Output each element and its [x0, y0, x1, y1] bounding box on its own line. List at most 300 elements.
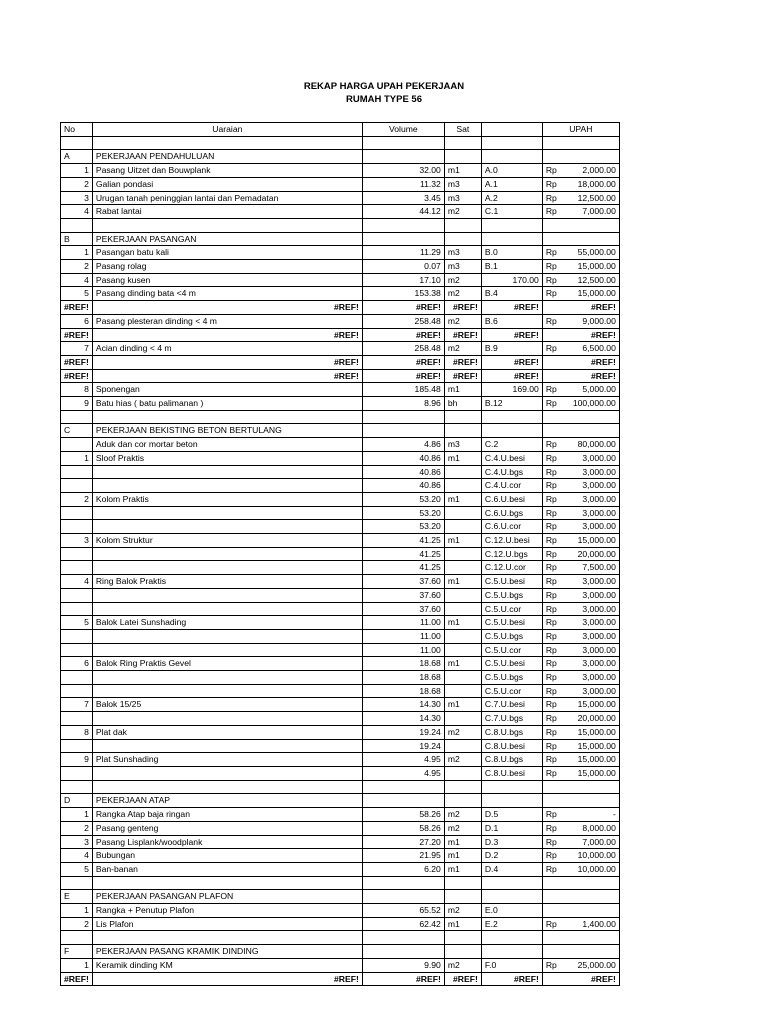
- table-row: [61, 246, 620, 260]
- cell-amount: 3,000.00: [562, 465, 619, 479]
- cell-code: B.12: [481, 397, 542, 411]
- cell-code: #REF!: [481, 328, 542, 342]
- cell-code: E.0: [481, 904, 542, 918]
- cell-code: B.4: [481, 287, 542, 301]
- cell-uraian: Pasang Uitzet dan Bouwplank: [92, 164, 362, 178]
- cell-rp: [542, 218, 562, 232]
- cell-volume: 40.86: [362, 451, 444, 465]
- cell-sat: m1: [444, 451, 481, 465]
- cell-amount: 80,000.00: [562, 438, 619, 452]
- cell-uraian: [92, 931, 362, 945]
- cell-amount: #REF!: [542, 301, 619, 315]
- cell-volume: [362, 876, 444, 890]
- cell-rp: Rp: [542, 862, 562, 876]
- cell-code: C.5.U.cor: [481, 602, 542, 616]
- cell-rp: Rp: [542, 506, 562, 520]
- cell-amount: [562, 945, 619, 959]
- cell-amount: 15,000.00: [562, 534, 619, 548]
- cell-sat: [444, 629, 481, 643]
- cell-no: [61, 739, 93, 753]
- cell-rp: Rp: [542, 767, 562, 781]
- table-row: [61, 575, 620, 589]
- cell-uraian: [92, 506, 362, 520]
- cell-rp: [542, 780, 562, 794]
- cell-no: E: [61, 890, 93, 904]
- cell-volume: #REF!: [362, 972, 444, 986]
- cell-volume: #REF!: [362, 369, 444, 383]
- table-row: [61, 821, 620, 835]
- cell-amount: [562, 136, 619, 150]
- cell-amount: 55,000.00: [562, 246, 619, 260]
- cell-volume: 53.20: [362, 506, 444, 520]
- cell-volume: 62.42: [362, 917, 444, 931]
- cell-sat: m1: [444, 164, 481, 178]
- cell-no: [61, 506, 93, 520]
- cell-volume: 27.20: [362, 835, 444, 849]
- cell-rp: Rp: [542, 616, 562, 630]
- cell-sat: m1: [444, 849, 481, 863]
- cell-code: B.6: [481, 314, 542, 328]
- cell-uraian: [92, 410, 362, 424]
- table-row: [61, 657, 620, 671]
- cell-code: C.5.U.besi: [481, 575, 542, 589]
- cell-amount: [562, 424, 619, 438]
- cell-volume: [362, 218, 444, 232]
- cell-no: 2: [61, 917, 93, 931]
- cell-amount: 3,000.00: [562, 643, 619, 657]
- cell-no: 7: [61, 698, 93, 712]
- cell-amount: 7,000.00: [562, 205, 619, 219]
- table-row: [61, 314, 620, 328]
- cell-volume: #REF!: [362, 301, 444, 315]
- cell-amount: 10,000.00: [562, 849, 619, 863]
- cell-volume: 11.00: [362, 643, 444, 657]
- cell-no: 2: [61, 492, 93, 506]
- cell-amount: 100,000.00: [562, 397, 619, 411]
- cell-volume: 6.20: [362, 862, 444, 876]
- table-row: [61, 506, 620, 520]
- cell-code: C.12.U.besi: [481, 534, 542, 548]
- cell-rp: Rp: [542, 260, 562, 274]
- cell-volume: 40.86: [362, 479, 444, 493]
- cell-code: [481, 931, 542, 945]
- cell-no: [61, 712, 93, 726]
- cell-no: 3: [61, 835, 93, 849]
- cell-code: C.2: [481, 438, 542, 452]
- cell-amount: #REF!: [542, 972, 619, 986]
- cell-amount: 2,000.00: [562, 164, 619, 178]
- cell-no: [61, 931, 93, 945]
- header-upah: UPAH: [542, 123, 619, 137]
- cell-amount: [562, 890, 619, 904]
- cell-rp: Rp: [542, 205, 562, 219]
- cell-rp: Rp: [542, 698, 562, 712]
- cell-rp: Rp: [542, 684, 562, 698]
- header-uraian: Uaraian: [92, 123, 362, 137]
- cell-sat: m1: [444, 492, 481, 506]
- cell-no: #REF!: [61, 972, 93, 986]
- cell-rp: Rp: [542, 273, 562, 287]
- cell-sat: m1: [444, 698, 481, 712]
- cell-uraian: Bubungan: [92, 849, 362, 863]
- cell-volume: [362, 890, 444, 904]
- cell-code: [481, 218, 542, 232]
- cell-uraian: [92, 218, 362, 232]
- cell-uraian: Aduk dan cor mortar beton: [92, 438, 362, 452]
- table-row: [61, 492, 620, 506]
- table-row: [61, 698, 620, 712]
- cell-uraian: [92, 629, 362, 643]
- cell-no: [61, 465, 93, 479]
- table-row: [61, 616, 620, 630]
- cell-no: A: [61, 150, 93, 164]
- cell-volume: [362, 931, 444, 945]
- cell-rp: Rp: [542, 643, 562, 657]
- cell-amount: 3,000.00: [562, 657, 619, 671]
- cell-volume: 37.60: [362, 588, 444, 602]
- cell-rp: Rp: [542, 588, 562, 602]
- cell-no: 2: [61, 821, 93, 835]
- cell-no: [61, 438, 93, 452]
- cell-amount: [562, 232, 619, 246]
- section-row: [61, 890, 620, 904]
- cell-rp: Rp: [542, 739, 562, 753]
- table-row: [61, 534, 620, 548]
- cell-sat: m3: [444, 177, 481, 191]
- cell-amount: [562, 780, 619, 794]
- cell-sat: m2: [444, 821, 481, 835]
- cell-uraian: [92, 780, 362, 794]
- cell-rp: Rp: [542, 534, 562, 548]
- cell-no: 8: [61, 725, 93, 739]
- cell-uraian: Pasangan batu kali: [92, 246, 362, 260]
- cell-code: #REF!: [481, 972, 542, 986]
- cell-sat: m1: [444, 575, 481, 589]
- cell-sat: [444, 684, 481, 698]
- cell-code: C.8.U.bgs: [481, 725, 542, 739]
- cell-amount: 7,500.00: [562, 561, 619, 575]
- cell-code: C.5.U.bgs: [481, 671, 542, 685]
- cell-no: 9: [61, 397, 93, 411]
- cell-sat: m2: [444, 808, 481, 822]
- cell-amount: [562, 931, 619, 945]
- cell-volume: 4.86: [362, 438, 444, 452]
- cell-sat: [444, 520, 481, 534]
- table-row: [61, 465, 620, 479]
- cell-sat: m2: [444, 287, 481, 301]
- cell-sat: m2: [444, 904, 481, 918]
- cell-no: [61, 671, 93, 685]
- cell-code: D.1: [481, 821, 542, 835]
- cell-no: D: [61, 794, 93, 808]
- cell-no: 3: [61, 534, 93, 548]
- cell-amount: 3,000.00: [562, 479, 619, 493]
- cell-amount: 15,000.00: [562, 767, 619, 781]
- cell-amount: 3,000.00: [562, 629, 619, 643]
- cell-uraian: Balok Ring Praktis Gevel: [92, 657, 362, 671]
- cell-volume: 11.29: [362, 246, 444, 260]
- cell-volume: 11.00: [362, 629, 444, 643]
- cell-volume: [362, 945, 444, 959]
- cell-code: [481, 232, 542, 246]
- cell-sat: m2: [444, 314, 481, 328]
- cell-no: [61, 136, 93, 150]
- cell-amount: 3,000.00: [562, 671, 619, 685]
- cell-sat: [444, 876, 481, 890]
- cell-uraian: [92, 643, 362, 657]
- cell-no: [61, 561, 93, 575]
- cell-volume: 41.25: [362, 547, 444, 561]
- cell-code: C.4.U.cor: [481, 479, 542, 493]
- section-row: [61, 150, 620, 164]
- cell-no: 1: [61, 164, 93, 178]
- cell-sat: m1: [444, 616, 481, 630]
- cell-amount: 7,000.00: [562, 835, 619, 849]
- table-header-row: [61, 123, 620, 137]
- blank-row: [61, 218, 620, 232]
- table-row: [61, 273, 620, 287]
- cell-rp: Rp: [542, 520, 562, 534]
- cell-uraian: Galian pondasi: [92, 177, 362, 191]
- cell-sat: [444, 712, 481, 726]
- cell-code: C.12.U.bgs: [481, 547, 542, 561]
- cell-amount: 12,500.00: [562, 273, 619, 287]
- cell-no: [61, 876, 93, 890]
- cell-code: [481, 410, 542, 424]
- section-row: [61, 794, 620, 808]
- cell-no: 9: [61, 753, 93, 767]
- cell-code: D.4: [481, 862, 542, 876]
- cell-amount: 3,000.00: [562, 520, 619, 534]
- cell-volume: 65.52: [362, 904, 444, 918]
- cell-rp: Rp: [542, 808, 562, 822]
- cell-amount: 3,000.00: [562, 575, 619, 589]
- table-row: [61, 369, 620, 383]
- cell-sat: #REF!: [444, 328, 481, 342]
- cell-code: #REF!: [481, 369, 542, 383]
- cell-amount: 5,000.00: [562, 383, 619, 397]
- cell-volume: 0.07: [362, 260, 444, 274]
- cell-no: [61, 767, 93, 781]
- cell-volume: 258.48: [362, 342, 444, 356]
- cell-amount: #REF!: [542, 355, 619, 369]
- cell-uraian: [92, 465, 362, 479]
- cell-code: C.5.U.bgs: [481, 588, 542, 602]
- cell-uraian: [92, 712, 362, 726]
- cell-volume: 37.60: [362, 575, 444, 589]
- cell-code: C.8.U.besi: [481, 739, 542, 753]
- table-row: [61, 397, 620, 411]
- header-code: [481, 123, 542, 137]
- cell-rp: Rp: [542, 629, 562, 643]
- cell-no: #REF!: [61, 355, 93, 369]
- cell-uraian: [92, 520, 362, 534]
- cell-sat: m2: [444, 273, 481, 287]
- cell-sat: [444, 780, 481, 794]
- cell-code: B.1: [481, 260, 542, 274]
- cell-no: 4: [61, 575, 93, 589]
- section-row: [61, 424, 620, 438]
- cell-sat: [444, 150, 481, 164]
- cell-rp: Rp: [542, 547, 562, 561]
- table-row: [61, 561, 620, 575]
- cell-sat: [444, 479, 481, 493]
- cell-uraian: Kolom Struktur: [92, 534, 362, 548]
- cell-rp: [542, 945, 562, 959]
- cell-sat: #REF!: [444, 301, 481, 315]
- blank-row: [61, 931, 620, 945]
- cell-code: D.5: [481, 808, 542, 822]
- cell-amount: 15,000.00: [562, 698, 619, 712]
- cell-sat: #REF!: [444, 355, 481, 369]
- cell-volume: 19.24: [362, 739, 444, 753]
- cell-rp: Rp: [542, 575, 562, 589]
- table-row: [61, 164, 620, 178]
- cell-sat: [444, 890, 481, 904]
- cell-amount: 15,000.00: [562, 287, 619, 301]
- cell-amount: 3,000.00: [562, 492, 619, 506]
- cell-volume: 58.26: [362, 808, 444, 822]
- cell-no: #REF!: [61, 369, 93, 383]
- cell-rp: Rp: [542, 561, 562, 575]
- cell-rp: Rp: [542, 383, 562, 397]
- cell-uraian: Pasang Lisplank/woodplank: [92, 835, 362, 849]
- cell-volume: 19.24: [362, 725, 444, 739]
- table-row: [61, 712, 620, 726]
- cell-amount: 3,000.00: [562, 616, 619, 630]
- cell-uraian: Pasang rolag: [92, 260, 362, 274]
- header-sat: Sat: [444, 123, 481, 137]
- cell-no: #REF!: [61, 328, 93, 342]
- cell-sat: m3: [444, 260, 481, 274]
- cell-uraian: PEKERJAAN PASANGAN PLAFON: [92, 890, 362, 904]
- cell-no: [61, 780, 93, 794]
- cell-volume: 17.10: [362, 273, 444, 287]
- table-row: [61, 671, 620, 685]
- cell-uraian: [92, 479, 362, 493]
- cell-uraian: Rabat lantai: [92, 205, 362, 219]
- cell-code: C.5.U.bgs: [481, 629, 542, 643]
- cell-volume: 18.68: [362, 684, 444, 698]
- cell-code: E.2: [481, 917, 542, 931]
- table-row: [61, 383, 620, 397]
- section-row: [61, 945, 620, 959]
- table-row: [61, 904, 620, 918]
- cell-code: A.2: [481, 191, 542, 205]
- cell-amount: 3,000.00: [562, 684, 619, 698]
- cell-code: C.6.U.bgs: [481, 506, 542, 520]
- cell-volume: 37.60: [362, 602, 444, 616]
- cell-no: 1: [61, 904, 93, 918]
- cell-sat: [444, 739, 481, 753]
- cell-code: B.9: [481, 342, 542, 356]
- cell-sat: m2: [444, 205, 481, 219]
- cell-no: 5: [61, 287, 93, 301]
- cell-no: [61, 588, 93, 602]
- cell-rp: [542, 876, 562, 890]
- cell-sat: m3: [444, 191, 481, 205]
- cell-volume: 3.45: [362, 191, 444, 205]
- table-row: [61, 602, 620, 616]
- cell-rp: Rp: [542, 958, 562, 972]
- cell-rp: Rp: [542, 465, 562, 479]
- cell-sat: m2: [444, 958, 481, 972]
- table-row: [61, 287, 620, 301]
- cell-sat: [444, 794, 481, 808]
- table-row: [61, 725, 620, 739]
- header-no: No: [61, 123, 93, 137]
- cell-code: [481, 150, 542, 164]
- cell-no: [61, 684, 93, 698]
- cell-rp: Rp: [542, 177, 562, 191]
- cell-no: B: [61, 232, 93, 246]
- cell-volume: [362, 232, 444, 246]
- cell-sat: [444, 945, 481, 959]
- table-row: [61, 958, 620, 972]
- cell-uraian: Pasang kusen: [92, 273, 362, 287]
- cell-no: 1: [61, 246, 93, 260]
- cell-rp: Rp: [542, 397, 562, 411]
- cell-uraian: PEKERJAAN ATAP: [92, 794, 362, 808]
- cell-code: [481, 136, 542, 150]
- table-row: [61, 328, 620, 342]
- cell-volume: 40.86: [362, 465, 444, 479]
- cell-volume: 41.25: [362, 561, 444, 575]
- cell-uraian: Pasang genteng: [92, 821, 362, 835]
- cell-rp: [542, 424, 562, 438]
- cell-uraian: Acian dinding < 4 m: [92, 342, 362, 356]
- cell-volume: 11.00: [362, 616, 444, 630]
- cell-sat: [444, 602, 481, 616]
- cell-code: A.0: [481, 164, 542, 178]
- cell-volume: #REF!: [362, 355, 444, 369]
- cell-amount: 3,000.00: [562, 602, 619, 616]
- cell-no: 1: [61, 958, 93, 972]
- cell-uraian: [92, 739, 362, 753]
- cell-rp: Rp: [542, 342, 562, 356]
- cell-uraian: #REF!: [92, 301, 362, 315]
- cell-no: [61, 602, 93, 616]
- cell-uraian: Keramik dinding KM: [92, 958, 362, 972]
- cell-amount: 18,000.00: [562, 177, 619, 191]
- cell-amount: 10,000.00: [562, 862, 619, 876]
- cell-uraian: [92, 767, 362, 781]
- cell-volume: 153.38: [362, 287, 444, 301]
- cell-code: D.2: [481, 849, 542, 863]
- cell-no: [61, 629, 93, 643]
- cell-amount: [562, 410, 619, 424]
- cell-volume: [362, 410, 444, 424]
- cell-no: [61, 218, 93, 232]
- cell-code: B.0: [481, 246, 542, 260]
- table-row: [61, 739, 620, 753]
- cell-code: F.0: [481, 958, 542, 972]
- cell-uraian: Balok 15/25: [92, 698, 362, 712]
- cell-no: 2: [61, 177, 93, 191]
- header-volume: Volume: [362, 123, 444, 137]
- table-row: [61, 355, 620, 369]
- cell-no: 5: [61, 862, 93, 876]
- cell-rp: Rp: [542, 479, 562, 493]
- table-row: [61, 972, 620, 986]
- table-row: [61, 849, 620, 863]
- cell-no: 3: [61, 191, 93, 205]
- cell-code: [481, 876, 542, 890]
- cell-sat: m1: [444, 534, 481, 548]
- table-row: [61, 684, 620, 698]
- cell-no: 8: [61, 383, 93, 397]
- cell-code: [481, 780, 542, 794]
